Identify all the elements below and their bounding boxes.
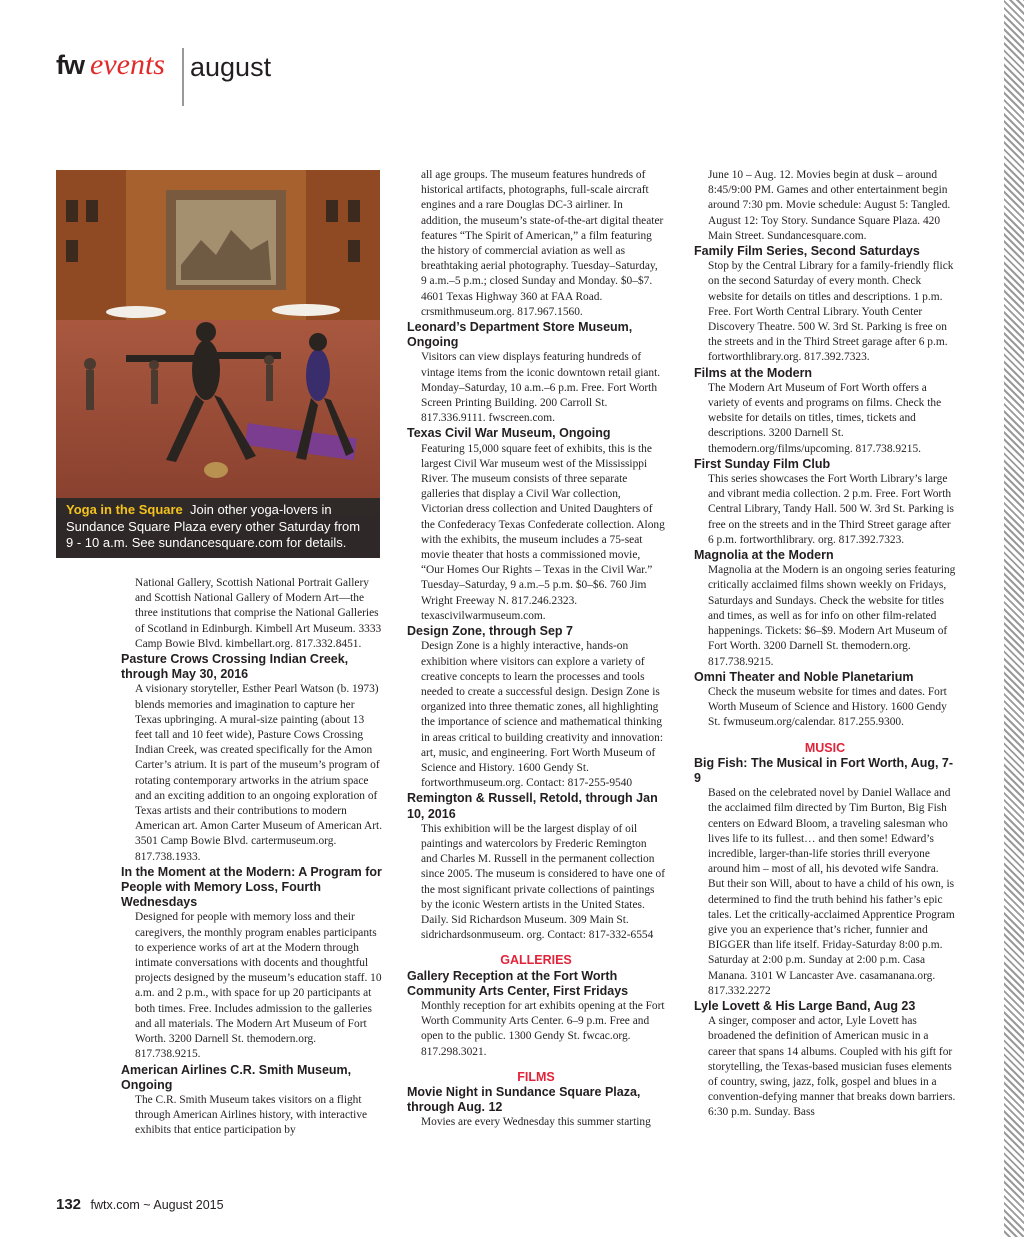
caption-text: Join other yoga-lovers in Sundance Square Plaza every other Saturday from 9 - 10 a.m. See sundancesquare.com for details. — [66, 502, 361, 550]
event-body: A visionary storyteller, Esther Pearl Watson (b. 1973) blends memories and imagination to capture her Texas upbringing. A mural-size painting (about 13 feet tall and 10 feet wide), Pasture Cows Crossing Indian Creek, was created specifically for the Amon Carter’s atrium. It is part of the museum’s program of rotating contemporary artworks in the atrium space and an exciting addition to an ongoing exploration of Texas artists and their contributions to modern American art. Amon Carter Museum of American Art. 3501 Camp Bowie Blvd. cartermuseum.org. 817.738.1933. — [135, 683, 383, 863]
event-body: Design Zone is a highly interactive, hands-on exhibition where visitors can explore a variety of creative concepts to learn the processes and tools needed to create a successful design. Design Zone is organized into three thematic zones, all highlighting the importance of science and mathematical thinking in areas critical to building creativity and innovation: art, music, and engineering. Fort Worth Museum of Science and History. 1600 Gendy St. fortworthmuseum.org. Contact: 817-255-9540 — [421, 640, 663, 790]
section-heading-galleries: GALLERIES — [500, 953, 572, 968]
event-body: Monthly reception for art exhibits opening at the Fort Worth Community Arts Center. 6–9 p.m. Free and open to the public. 1300 Gendy St. fwcac.org. 817.298.3021. — [421, 999, 665, 1058]
event-body: This series showcases the Fort Worth Library’s large and vibrant media collection. 2 p.m. Free. Fort Worth Central Library, Tandy Hall. 500 W. 3rd St. Parking is free on the streets and in the Third Street garage after 6 p.m. fortworthlibrary. org. 817.392.7323. — [708, 473, 954, 546]
event-body: Featuring 15,000 square feet of exhibits, this is the largest Civil War museum west of the Mississippi River. The museum consists of three separate galleries that display a Civil War collection, Victorian dress collection and United Daughters of the Confederacy Texas Confederate collection. Along with the exhibits, the museum includes a 75-seat movie theater that hosts a commissioned movie, “Our Homes Our Rights – Texas in the Civil War.” Tuesday–Saturday, 9 a.m.–5 p.m. $0–$6. 760 Jim Wright Freeway N. 817.246.2323. texascivilwarmuseum.com. — [421, 442, 665, 622]
column-1-intro: National Gallery, Scottish National Portrait Gallery and Scottish National Gallery of Modern Art—the three institutions that comprise the National Galleries of Scotland in Edinburgh. Kimbell Art Museum. 3333 Camp Bowie Blvd. kimbellart.org. 817.332.8451. — [135, 577, 382, 650]
photo-caption — [56, 498, 380, 558]
event-body: Movies are every Wednesday this summer starting — [421, 1116, 651, 1129]
page-folio: fwtx.com ~ August 2015 — [90, 1198, 224, 1212]
column-3 — [694, 168, 956, 1121]
event-body: Check the museum website for times and dates. Fort Worth Museum of Science and History. 1600 Gendy St. fwmuseum.org/calendar. 817.255.9300. — [708, 685, 947, 729]
caption-title: Yoga in the Square — [66, 502, 183, 517]
event-body: Designed for people with memory loss and their caregivers, the monthly program enables participants to experience works of art at the Modern through intimate conversations with docents and thoughtful projects designed by the museum’s education staff. 10 a.m. and 2 p.m., with space for up 20 participants at both times. Free. Includes admission to the galleries and all materials. The Modern Art Museum of Fort Worth. 3200 Darnell St. themodern.org. 817.738.9215. — [135, 911, 382, 1061]
event-title: Family Film Series, Second Saturdays — [694, 244, 920, 259]
masthead-brand-events: events — [90, 48, 165, 81]
event-title: First Sunday Film Club — [694, 456, 831, 471]
event-title: Magnolia at the Modern — [694, 548, 834, 563]
event-title: Gallery Reception at the Fort Worth Community Arts Center, First Fridays — [407, 968, 629, 998]
page-edge-pattern — [1004, 0, 1024, 1237]
masthead-month: august — [190, 52, 272, 82]
event-title: Texas Civil War Museum, Ongoing — [407, 426, 611, 441]
section-heading-films: FILMS — [517, 1069, 555, 1084]
column-2 — [407, 168, 665, 1131]
event-body: Visitors can view displays featuring hundreds of vintage items from the iconic downtown retail giant. Monday–Saturday, 10 a.m.–6 p.m. Free. Fort Worth Screen Printing Building. 200 Carroll St. 817.336.9111. fwscreen.com. — [421, 351, 661, 425]
event-body: The Modern Art Museum of Fort Worth offers a variety of events and programs on films. Check the website for details on titles, times, tickets and descriptions. 3200 Darnell St. themodern.org/films/upcoming. 817.738.9215. — [708, 381, 942, 455]
column-3-intro: June 10 – Aug. 12. Movies begin at dusk – around 8:45/9:00 PM. Games and other entertainment begin around 7:30 pm. Movie schedule: August 5: Tangled. August 12: Toy Story. Sundance Square Plaza. 420 Main Street. Sundancesquare.com. — [708, 169, 951, 242]
column-2-intro: all age groups. The museum features hundreds of historical artifacts, photographs, full-scale aircraft engines and a rare Douglas DC-3 airliner. In addition, the museum’s state-of-the-art digital theater features “The Spirit of American,” a film featuring the history of commercial aviation as well as breathtaking aerial photography. Tuesday–Saturday, 9 a.m.–5 p.m.; closed Sunday and Monday. $0–$7. 4601 Texas Highway 360 at FAA Road. crsmithmuseum.org. 817.967.1560. — [421, 169, 664, 318]
event-title: Big Fish: The Musical in Fort Worth, Aug, 7-9 — [694, 755, 954, 785]
event-body: The C.R. Smith Museum takes visitors on a flight through American Airlines history, with interactive exhibits that entice participation by — [135, 1093, 368, 1137]
event-title: American Airlines C.R. Smith Museum, Ongoing — [121, 1062, 352, 1092]
section-heading-music: MUSIC — [804, 740, 846, 755]
event-title: Leonard’s Department Store Museum, Ongoing — [407, 320, 633, 350]
event-title: Movie Night in Sundance Square Plaza, through Aug. 12 — [407, 1084, 641, 1115]
event-title: Omni Theater and Noble Planetarium — [694, 669, 914, 684]
masthead-brand-fw: fw — [56, 50, 84, 80]
event-title: In the Moment at the Modern: A Program for People with Memory Loss, Fourth Wednesdays — [121, 864, 382, 910]
column-1 — [121, 576, 383, 1139]
event-title: Design Zone, through Sep 7 — [407, 624, 573, 639]
event-title: Remington & Russell, Retold, through Jan 10, 2016 — [407, 791, 658, 821]
event-body: Stop by the Central Library for a family-friendly flick on the second Saturday of every month. Check website for details on titles and descriptions. 1 p.m. Free. Fort Worth Central Library. Youth Center Discovery Theatre. 500 W. 3rd St. Parking is free on the streets and in the Third Street garage after 6 p.m. fortworthlibrary.org. 817.392.7323. — [708, 260, 954, 364]
event-title: Pasture Crows Crossing Indian Creek, through May 30, 2016 — [121, 652, 349, 682]
event-body: This exhibition will be the largest display of oil paintings and watercolors by Frederic Remington and Charles M. Russell in the permanent collection since 2005. The museum is considered to have one of the most significant private collections of paintings by the iconic Western artists in the United States. Daily. Sid Richardson Museum. 309 Main St. sidrichardsonmuseum. org. Contact: 817-332-6554 — [421, 822, 665, 942]
page-number: 132 — [56, 1196, 82, 1213]
masthead-divider — [182, 48, 184, 106]
event-body: A singer, composer and actor, Lyle Lovett has broadened the definition of American music in a career that spans 14 albums. Coupled with his gift for storytelling, the Texas-based musician fuses elements of country, swing, jazz, folk, gospel and blues in a convention-defying manner that breaks down barriers. 6:30 p.m. Sunday. Bass — [708, 1015, 956, 1119]
event-title: Films at the Modern — [694, 365, 813, 380]
event-body: Magnolia at the Modern is an ongoing series featuring critically acclaimed films shown weekly on Fridays, Saturdays and Sundays. Check the website for titles and times, as well as for info on other film-related happenings. Tickets: $6–$9. Modern Art Museum of Fort Worth. 3200 Darnell St. themodern.org. 817.738.9215. — [708, 564, 956, 668]
page-footer — [56, 1196, 224, 1213]
event-body: Based on the celebrated novel by Daniel Wallace and the acclaimed film directed by Tim Burton, Big Fish centers on Edward Bloom, a traveling salesman who lives life to its fullest… and then some! Edward’s incredible, larger-than-life stories thrill everyone around him – most of all, his devoted wife Sandra. But their son Will, about to have a child of his own, is determined to find the truth behind his father’s epic tales. Let the critically-acclaimed Apprentice Program give you an experience that’s richer, funnier and BIGGER than life itself. Friday-Saturday 8:00 p.m. Saturday at 2:00 p.m. Sunday at 2:00 p.m. Casa Manana. 3101 W Lancaster Ave. casamanana.org. 817.332.2272 — [708, 787, 955, 997]
event-title: Lyle Lovett & His Large Band, Aug 23 — [694, 998, 916, 1013]
